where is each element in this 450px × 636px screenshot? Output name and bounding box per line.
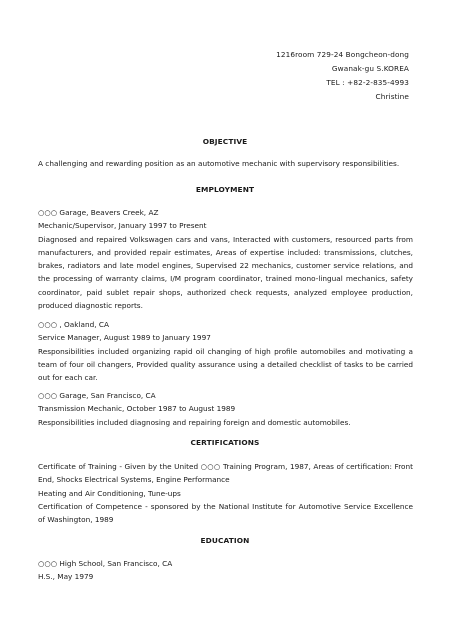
employment-job-3 [38,389,413,429]
education-heading: EDUCATION [200,536,250,545]
job-3-employer: ○○○ Garage, San Francisco, CA [38,391,156,400]
job-1-position: Mechanic/Supervisor, January 1997 to Present [38,221,207,231]
address-street: 1216room 729-24 Bongcheon-dong [276,50,409,59]
certification-item-2: Heating and Air Conditioning, Tune-ups [38,488,181,498]
education-degree: H.S., May 1979 [38,572,94,582]
certifications-list [38,460,413,526]
education-block [38,557,413,584]
job-2-position: Service Manager, August 1989 to January 1997 [38,333,211,343]
address-phone: TEL : +82-2-835-4993 [326,78,409,87]
job-1-description: Diagnosed and repaired Volkswagen cars and vans, Interacted with customers, resourced parts from manufacturers, and provided repair estimates, Areas of expertise included: transmissions, clutches, brakes, radiators and late model engines, Supervised 22 mechanics, customer service relations, and the processing of warranty claims, I/M program coordinator, trained mono-lingual mechanics, safety coordinator, paid sublet repair shops, authorized check requests, analyzed employee production, produced diagnostic reports. [38,234,413,311]
employment-heading: EMPLOYMENT [195,185,255,194]
employment-job-2 [38,318,413,384]
job-3-position: Transmission Mechanic, October 1987 to August 1989 [38,404,236,414]
education-school: ○○○ High School, San Francisco, CA [38,559,173,568]
job-2-description: Responsibilities included organizing rapid oil changing of high profile automobiles and motivating a team of four oil changers, Provided quality assurance using a detailed checklist of tasks to be carried out for each car. [38,346,413,383]
certifications-heading: CERTIFICATIONS [190,438,260,447]
certification-item-1: Certificate of Training - Given by the United ○○○ Training Program, 1987, Areas of certification: Front End, Shocks Electrical Systems, Engine Performance [38,462,413,485]
contact-address-block [276,48,409,104]
employment-job-1 [38,206,413,312]
objective-text-block [38,157,413,170]
job-1-employer: ○○○ Garage, Beavers Creek, AZ [38,208,159,217]
objective-text: A challenging and rewarding position as an automotive mechanic with supervisory responsibilities. [38,159,400,168]
certification-item-3: Certification of Competence - sponsored by the National Institute for Automotive Service Excellence of Washington, 1989 [38,501,413,525]
address-name: Christine [375,92,409,101]
job-3-description: Responsibilities included diagnosing and repairing foreign and domestic automobiles. [38,417,351,427]
job-2-employer: ○○○ , Oakland, CA [38,320,109,329]
objective-heading: OBJECTIVE [202,137,248,146]
address-district: Gwanak-gu S.KOREA [331,64,409,73]
